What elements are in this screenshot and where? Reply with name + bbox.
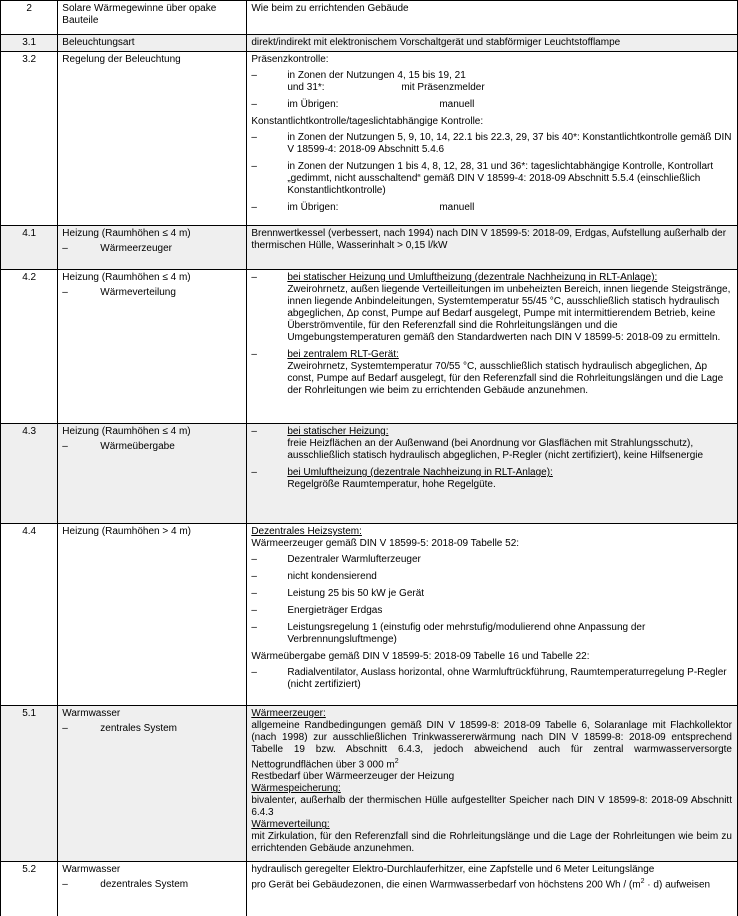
paragraph: pro Gerät bei Gebäudezonen, die einen Warmwasserbedarf von höchstens 200 Wh / (m [251,879,641,891]
dash: – [251,132,257,143]
list-item [251,605,732,617]
list-item-text: Zweirohrnetz, außen liegende Verteilleitungen im unbeheizten Bereich, innen liegende Steigstränge, innen liegende Anbindeleitungen, Systemtemperatur 55/45 °C, ausschließlich statisch hydraulisch abgeglichen, Δp const, Pumpe auf Bedarf ausgelegt, Pumpe mit intermittierendem Betrieb, keine Überströmventile, für den Referenzfall sind die Rohrleitungslängen und die Umgebungstemperaturen gemäß den Standardwerten nach DIN V 18599-5: 2018-09 zu ermitteln. [287,284,731,343]
paragraph: Präsenzkontrolle: [251,54,329,65]
list-item-value: mit Präsenzmelder [401,82,485,93]
row-number: 4.4 [1,524,58,706]
list-item-value: manuell [439,202,475,213]
row-number: 5.1 [1,706,58,862]
row-number: 4.2 [1,270,58,424]
list-item [251,588,732,600]
row-number: 4.3 [1,424,58,524]
list-item-text: Energieträger Erdgas [287,605,383,616]
list-item-key: im Übrigen: [287,202,339,213]
list-item-text: Radialventilator, Auslass horizontal, ohne Warmluftrückführung, Raumtemperaturregelung P-Regler (nicht zertifiziert) [287,667,727,690]
row-label: Warmwasser [62,864,121,875]
list-item-text: Leistung 25 bis 50 kW je Gerät [287,588,425,599]
table-row [1,424,738,524]
row-number: 3.2 [1,52,58,226]
table-row [1,862,738,916]
table-row [1,270,738,424]
list-item [251,70,732,94]
dash: – [62,879,68,890]
paragraph: mit Zirkulation, für den Referenzfall sind die Rohrleitungslänge und die Lage der Rohrleitungen wie beim zu errichtenden Gebäude anzunehmen. [251,831,732,855]
list-item-text: Leistungsregelung 1 (einstufig oder mehrstufig/modulierend ohne Anpassung der Verbrennungsluftmenge) [287,622,646,645]
table-row [1,524,738,706]
dash: – [251,99,257,110]
row-sublabel: zentrales System [100,723,177,734]
list-item-text: in Zonen der Nutzungen 5, 9, 10, 14, 22.1 bis 22.3, 29, 37 bis 40*: Konstantlichtkontrolle gemäß DIN V 18599-4: 2018-09 Abschnitt 5.4.6 [287,132,732,155]
section-heading: Wärmeerzeuger: [251,708,326,719]
list-item [251,426,732,462]
list-item [251,99,732,111]
row-text: Brennwertkessel (verbessert, nach 1994) nach DIN V 18599-5: 2018-09, Erdgas, Aufstellung außerhalb der thermischen Hülle, Wasserinhalt > 0,15 l/kW [247,226,738,270]
row-sublabel: Wärmeerzeuger [100,243,172,254]
list-item [251,161,732,197]
table-row [1,226,738,270]
dash: – [251,426,257,437]
row-number: 5.2 [1,862,58,916]
dash: – [251,70,257,81]
list-item-text: in Zonen der Nutzungen 4, 15 bis 19, 21 [287,70,466,81]
dash: – [251,467,257,478]
row-sublabel: Wärmeübergabe [100,441,175,452]
dash: – [251,554,257,565]
dash: – [62,243,68,254]
table-row [1,52,738,226]
list-item-heading: bei statischer Heizung und Umluftheizung (dezentrale Nachheizung in RLT-Anlage): [287,272,658,283]
list-item [251,202,732,214]
list-item [251,272,732,344]
superscript: 2 [394,758,399,765]
list-item-value: manuell [439,99,475,110]
list-item [251,571,732,583]
section-heading: Wärmespeicherung: [251,783,341,795]
list-item-heading: bei statischer Heizung: [287,426,389,437]
dash: – [251,202,257,213]
row-number: 2 [1,1,58,35]
table-row [1,1,738,35]
row-text: Wie beim zu errichtenden Gebäude [247,1,738,35]
dash: – [251,622,257,633]
list-item [251,667,732,691]
paragraph: Restbedarf über Wärmeerzeuger der Heizung [251,771,455,783]
dash: – [62,723,68,734]
paragraph: Konstantlichtkontrolle/tageslichtabhängige Kontrolle: [251,116,484,127]
list-item-heading: bei Umluftheizung (dezentrale Nachheizung in RLT-Anlage): [287,467,553,478]
section-heading: Wärmeverteilung: [251,819,330,831]
list-item-key: im Übrigen: [287,99,339,110]
table-row [1,706,738,862]
dash: – [251,272,257,283]
dash: – [251,588,257,599]
list-item [251,622,732,646]
list-item-text: Dezentraler Warmlufterzeuger [287,554,421,565]
list-item-heading: bei zentralem RLT-Gerät: [287,349,399,360]
row-label: Warmwasser [62,708,121,719]
row-label: Solare Wärmegewinne über opake Bauteile [58,1,247,35]
paragraph: Wärmeübergabe gemäß DIN V 18599-5: 2018-09 Tabelle 16 und Tabelle 22: [251,651,590,662]
dash: – [251,349,257,360]
row-label: Heizung (Raumhöhen ≤ 4 m) [62,228,191,239]
paragraph: bivalenter, außerhalb der thermischen Hülle aufgestellter Speicher nach DIN V 18599-8: 2018-09 Abschnitt 6.4.3 [251,795,732,819]
dash: – [251,605,257,616]
row-number: 3.1 [1,35,58,52]
list-item-text: freie Heizflächen an der Außenwand (bei Anordnung vor Glasflächen mit Strahlungsschutz), ausschließlich statisch hydraulisch abgeglichen, P-Regler (nicht zertifiziert), keine Hilfsenergie [287,438,704,461]
table-row [1,35,738,52]
dash: – [251,571,257,582]
list-item [251,554,732,566]
list-item-text: Regelgröße Raumtemperatur, hohe Regelgüte. [287,479,496,490]
row-label: Regelung der Beleuchtung [58,52,247,226]
section-heading: Dezentrales Heizsystem: [251,526,362,537]
list-item-text: in Zonen der Nutzungen 1 bis 4, 8, 12, 28, 31 und 36*: tageslichtabhängige Kontrolle, Kontrollart „gedimmt, nicht ausschaltend“ gemäß DIN V 18599-4: 2018-09 Abschnitt 5.5.4 (einschließlich Konstantlichtkontrolle) [287,161,714,196]
paragraph: Wärmeerzeuger gemäß DIN V 18599-5: 2018-09 Tabelle 52: [251,538,520,549]
row-label: Heizung (Raumhöhen > 4 m) [58,524,247,706]
list-item [251,467,732,491]
row-content [247,52,738,226]
dash: – [251,667,257,678]
paragraph-end: · d) aufweisen [644,879,711,891]
list-item-key: und 31*: [287,82,325,93]
row-sublabel: dezentrales System [100,879,189,890]
list-item-text: nicht kondensierend [287,571,377,582]
row-label: Beleuchtungsart [58,35,247,52]
row-number: 4.1 [1,226,58,270]
list-item [251,132,732,156]
paragraph: allgemeine Randbedingungen gemäß DIN V 18599-8: 2018-09 Tabelle 6, Solaranlage mit Flachkollektor (nach 1998) zur ausschließlichen Trinkwassererwärmung nach DIN V 18599-8: 2018-09 entsprechend Tabelle 19 bzw. Abschnitt 6.4.3, jedoch abweichend auch für zentral warmwasserversorgte Nettogrundflächen über 3 000 m [251,720,732,771]
dash: – [62,441,68,452]
superscript: 2 [640,878,645,885]
paragraph: hydraulisch geregelter Elektro-Durchlauferhitzer, eine Zapfstelle und 6 Meter Leitungslänge [251,864,655,875]
row-label: Heizung (Raumhöhen ≤ 4 m) [62,426,191,437]
row-text: direkt/indirekt mit elektronischem Vorschaltgerät und stabförmiger Leuchtstofflampe [247,35,738,52]
dash: – [251,161,257,172]
row-label: Heizung (Raumhöhen ≤ 4 m) [62,272,191,283]
row-sublabel: Wärmeverteilung [100,287,176,298]
list-item [251,349,732,397]
list-item-text: Zweirohrnetz, Systemtemperatur 70/55 °C, ausschließlich statisch hydraulisch abgeglichen, Δp const, Pumpe auf Bedarf ausgelegt, für den Referenzfall sind die Rohrleitungslängen und die Lage der Rohrleitungen wie beim zu errichtenden Gebäude anzunehmen. [287,361,724,396]
dash: – [62,287,68,298]
